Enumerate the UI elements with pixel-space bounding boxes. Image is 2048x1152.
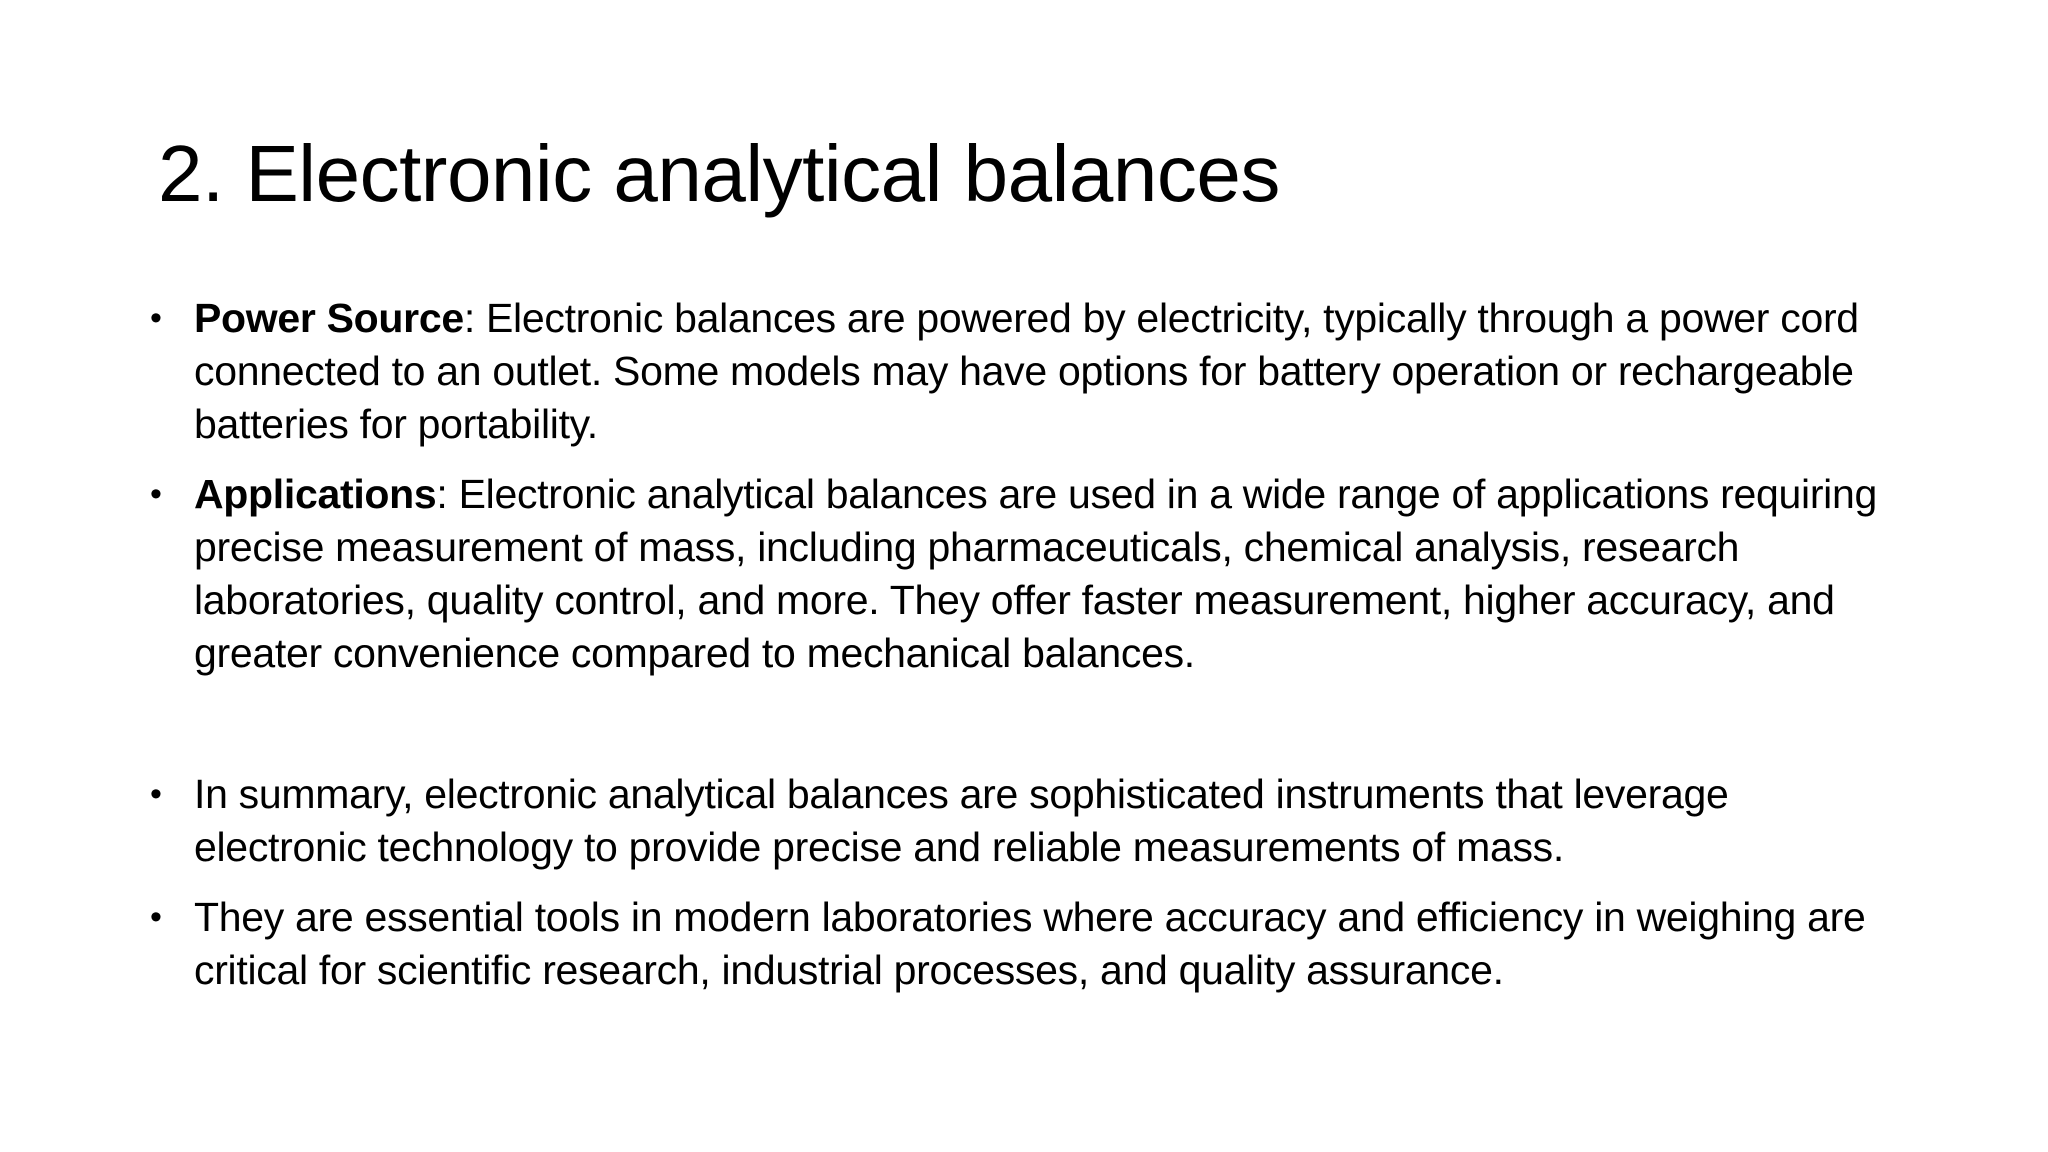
bullet-list — [150, 292, 1910, 1014]
bullet-text: : Electronic analytical balances are used in a wide range of applications requiring precise measurement of mass, including pharmaceuticals, chemical analysis, research laboratories, quality control, and more. They offer faster measurement, higher accuracy, and greater convenience compared to mechanical balances. — [194, 471, 1877, 676]
bullet-power-source — [150, 292, 1910, 451]
bullet-text: In summary, electronic analytical balances are sophisticated instruments that leverage electronic technology to provide precise and reliable measurements of mass. — [194, 771, 1729, 870]
bullet-icon: • — [150, 898, 162, 936]
bullet-icon: • — [150, 775, 162, 813]
bullet-icon: • — [150, 299, 162, 337]
slide-title: 2. Electronic analytical balances — [158, 129, 1280, 218]
bullet-essential-tools — [150, 891, 1910, 997]
bullet-term: Power Source — [194, 295, 464, 341]
bullet-icon: • — [150, 475, 162, 513]
bullet-summary — [150, 768, 1910, 874]
bullet-text: : Electronic balances are powered by electricity, typically through a power cord connected to an outlet. Some models may have options for battery operation or rechargeable batteries for portability. — [194, 295, 1859, 447]
bullet-applications — [150, 468, 1910, 680]
bullet-text: They are essential tools in modern laboratories where accuracy and efficiency in weighing are critical for scientific research, industrial processes, and quality assurance. — [194, 894, 1866, 993]
bullet-term: Applications — [194, 471, 437, 517]
